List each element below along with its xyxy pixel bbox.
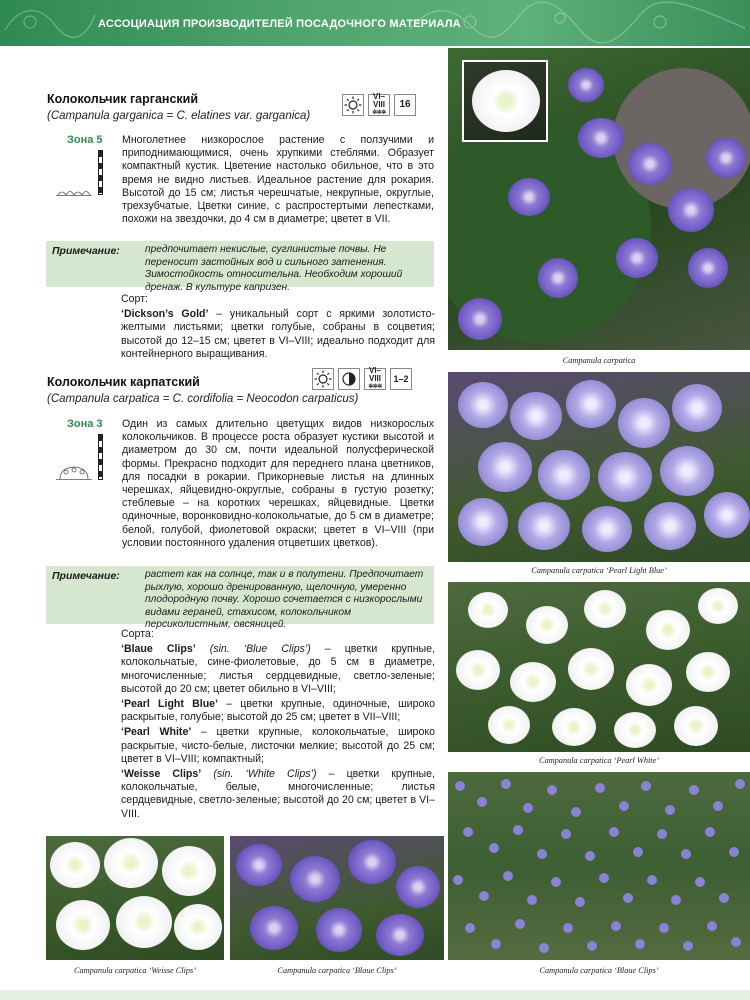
height-icon (394, 94, 416, 116)
species-description: Многолетнее низкорослое растение с ползучими и приподнимающимися, очень хрупкими стеблями. Образует компактный кустик. Цветение настолько обильное, что в это время не видно листьев. Идеальное растение для рокария. Высотой до 15 см; листья черешчатые, некрупные, округлые, трехзубчатые. Цветки синие, с распростертыми лепестками, похожи на звездочки, до 4 см в диаметре; цветет в VII. (122, 134, 434, 226)
cultivars-heading: Сорта: (121, 628, 154, 640)
note-label: Примечание: (52, 570, 120, 582)
flowering-months: VI–VIII (372, 92, 385, 109)
species-title: Колокольчик карпатский (47, 375, 200, 389)
species-description: Один из самых длительно цветущих видов низкорослых колокольчиков. В процессе роста образует кустики высотой и диаметром до 30 см, почти идеальной полусферической формы. Прекрасно подходит для переднего плана цветников, для посадки в рокарии. Прикорневые листья на длинных черешках, яйцевидно-округлые, собраны в густую розетку; стеблевые – на коротких черешках, яйцевидные. Цветки одиночные, воронковидно-колокольчатые, до 5 см в диаметре; белой, голубой, фиолетовой окраски; цветет в VI–VIII (при условии постоянного удаления отцветших цветков). (122, 418, 434, 549)
photo-caption: Campanula carpatica ‘Blaue Clips’ (277, 966, 397, 975)
photo-caption: Campanula carpatica (562, 356, 636, 365)
plant-silhouette-icon (56, 464, 92, 480)
cultivar-item: ‘Dickson’s Gold’ – уникальный сорт с яркими золотисто-желтыми листьями; цветки голубые, собраны в соцветия; высотой до 12–15 см; цветет в VI–VIII; идеально подходит для контейнерного выращивания. (121, 308, 436, 360)
photo-campanula-carpatica (448, 48, 750, 350)
photo-blaue-clips (230, 836, 444, 960)
photo-caption: Campanula carpatica ‘Weisse Clips’ (73, 966, 197, 975)
sun-icon (342, 94, 364, 116)
header-title: АССОЦИАЦИЯ ПРОИЗВОДИТЕЛЕЙ ПОСАДОЧНОГО МАТЕРИАЛА (98, 18, 461, 30)
sun-icon (312, 368, 334, 390)
photo-inset-flower (462, 60, 548, 142)
flowering-months-icon: VI–VIII ✲✲✲ (364, 368, 386, 390)
height-scale (98, 434, 103, 480)
cultivars-heading: Сорт: (121, 293, 148, 305)
hardiness-zone: Зона 3 (67, 418, 103, 430)
species-title: Колокольчик гарганский (47, 92, 199, 106)
species-icons (342, 94, 416, 116)
photo-caption: Campanula carpatica ‘Pearl Light Blue’ (531, 566, 667, 575)
small-flowers-pattern (448, 772, 750, 960)
page-header (0, 0, 750, 46)
note-box (46, 566, 434, 631)
hardiness-zone: Зона 5 (67, 134, 103, 146)
height-value: 16 (399, 99, 411, 110)
species-latin-name: (Campanula garganica = C. elatines var. garganica) (47, 110, 311, 122)
plant-silhouette-icon (56, 184, 92, 196)
photo-caption: Campanula carpatica ‘Pearl White’ (538, 756, 660, 765)
note-label: Примечание: (52, 245, 120, 257)
note-text: растет как на солнце, так и в полутени. Предпочитает рыхлую, хорошо дренированную, щелочную, умеренно плодородную почву. Хорошо сочетается с низкорослыми видами гераней, стахисом, колокольчиком персиколистным, овсяницей. (145, 569, 424, 631)
cultivars-block (121, 293, 435, 361)
half-shade-icon (338, 368, 360, 390)
photo-blaue-clips-meadow (448, 772, 750, 960)
cultivar-item: ‘Pearl White’ – цветки крупные, колокольчатые, широко раскрытые, чисто-белые, листочки мелкие; высотой до 25 см; цветет в VI–VIII; компактный; (121, 726, 435, 765)
flowering-months: VI–VIII (368, 366, 381, 383)
species-latin-name: (Campanula carpatica = C. cordifolia = Neocodon carpaticus) (47, 393, 359, 405)
photo-caption: Campanula carpatica ‘Blaue Clips’ (539, 966, 659, 975)
photo-weisse-clips (46, 836, 224, 960)
note-box (46, 241, 434, 293)
height-icon (390, 368, 412, 390)
footer-bar (0, 990, 750, 1000)
species-icons (312, 368, 412, 390)
cultivar-item: ‘Weisse Clips’ (sin. ‘White Clips’) – цветки крупные, колокольчатые, белые, многочисленные; листья сердцевидные, светло-зеленые; высотой до 20 см; цветет в VI–VIII. (121, 768, 435, 820)
flowering-months-icon: VI–VIII ✲✲✲ (368, 94, 390, 116)
photo-pearl-white (448, 582, 750, 752)
height-scale (98, 150, 103, 195)
height-value: 1–2 (393, 374, 409, 384)
cultivar-item: ‘Pearl Light Blue’ – цветки крупные, одиночные, широко раскрытые, голубые; высотой до 25 см; цветет в VII–VIII; (121, 698, 435, 724)
photo-pearl-light-blue (448, 372, 750, 562)
cultivars-block (121, 628, 435, 821)
note-text: предпочитает некислые, суглинистые почвы. Не переносит застойных вод и сильного затенения. Зимостойкость относительна. Необходим хороший дренаж. В культуре капризен. (145, 244, 403, 293)
cultivar-item: ‘Blaue Clips’ (sin. ‘Blue Clips’) – цветки крупные, колокольчатые, сине-фиолетовые, до 5 см в диаметре, многочисленные; листья сердцевидные, светло-зеленые; высотой до 20 см; цветет обильно в VI–VIII; (121, 643, 436, 695)
